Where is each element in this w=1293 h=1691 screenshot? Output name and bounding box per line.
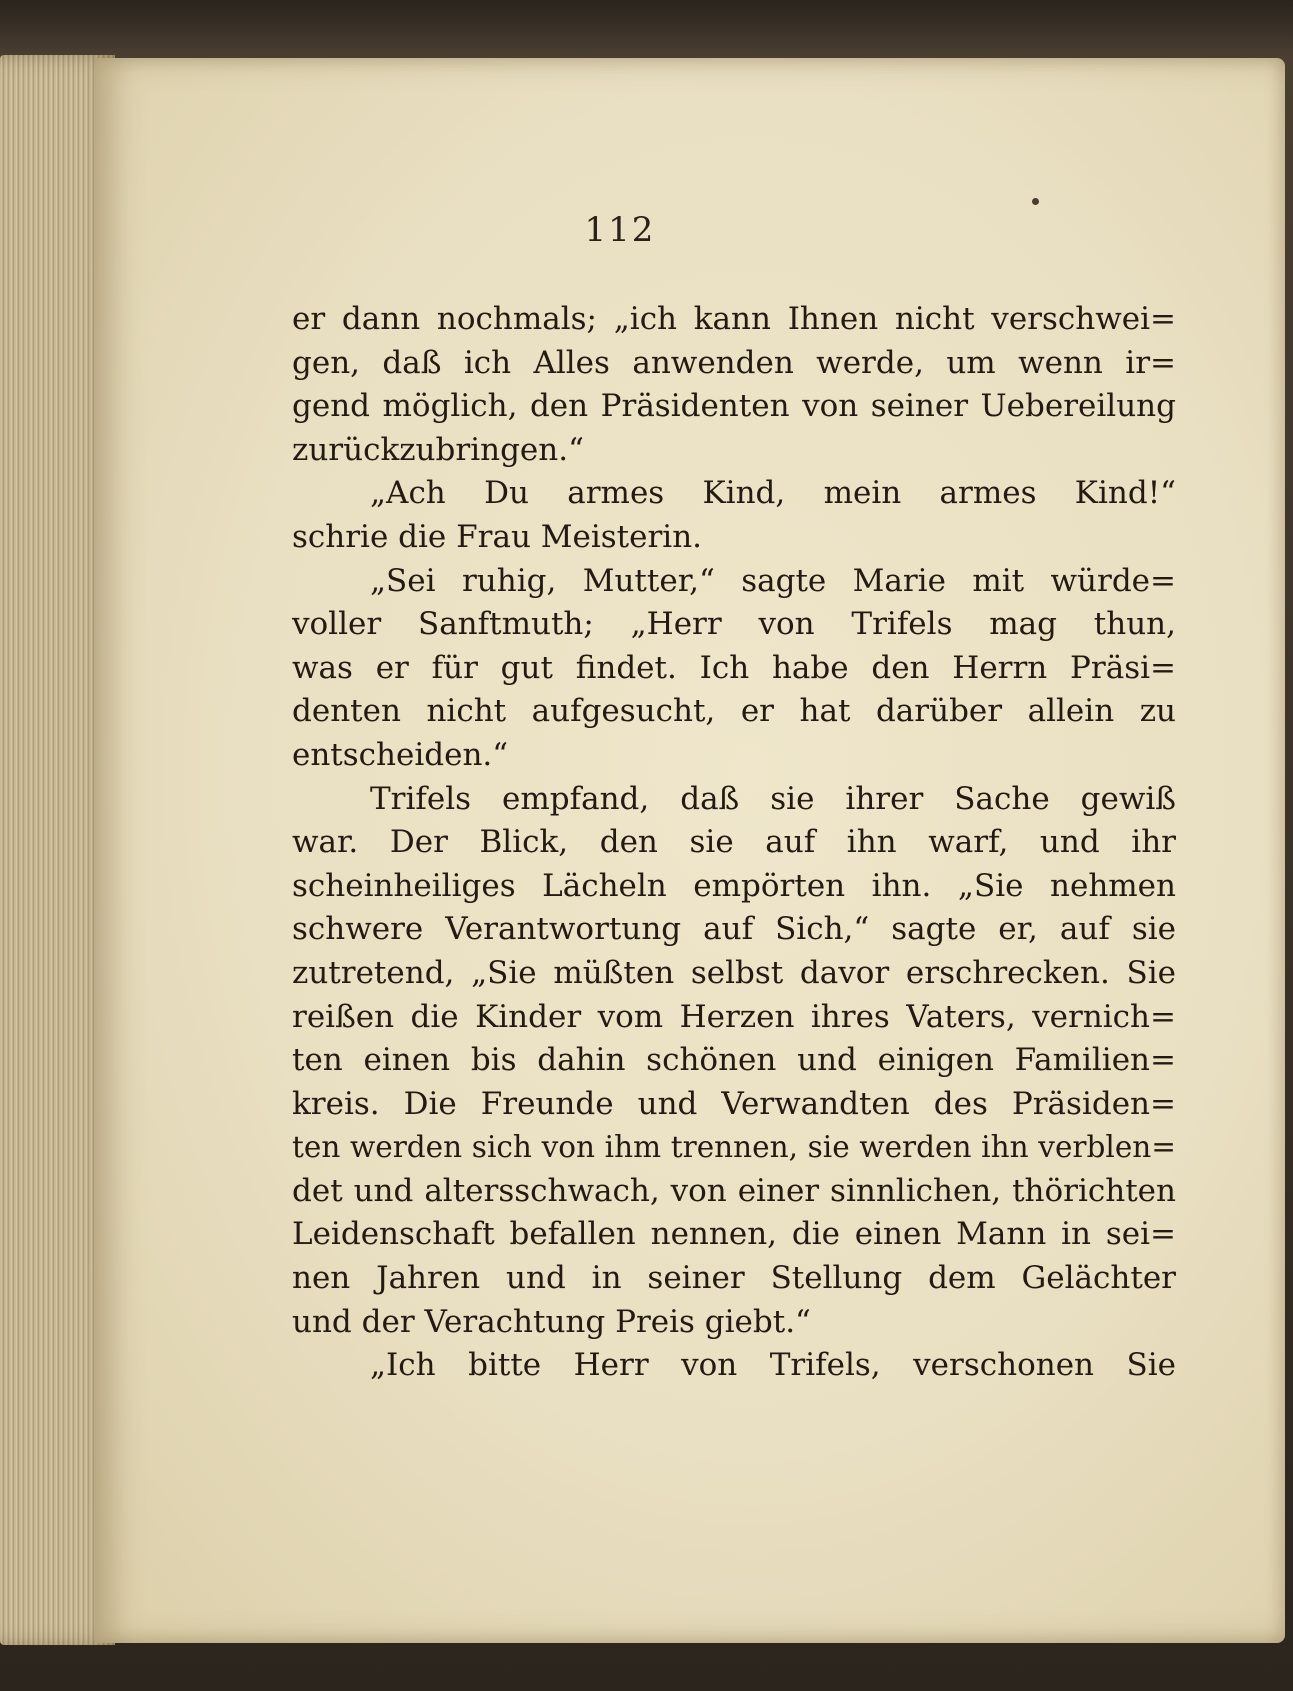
text-line: zurückzubringen.“ <box>292 431 584 468</box>
text-line: reißen die Kinder vom Herzen ihres Vaters, vernich= <box>292 998 1176 1035</box>
text-line: Trifels empfand, daß sie ihrer Sache gewiß <box>370 780 1176 817</box>
text-line: kreis. Die Freunde und Verwandten des Präsiden= <box>292 1085 1176 1122</box>
body-text <box>292 298 1176 1388</box>
text-line: ten werden sich von ihm trennen, sie werden ihn verblen= <box>292 1130 1176 1165</box>
text-line: scheinheiliges Lächeln empörten ihn. „Sie nehmen <box>292 867 1176 904</box>
text-line: „Sei ruhig, Mutter,“ sagte Marie mit würde= <box>370 562 1176 599</box>
text-line: nen Jahren und in seiner Stellung dem Gelächter <box>292 1260 1176 1297</box>
text-line: „Ach Du armes Kind, mein armes Kind!“ <box>370 475 1176 512</box>
text-line: schrie die Frau Meisterin. <box>292 518 703 555</box>
text-line: „Ich bitte Herr von Trifels, verschonen Sie <box>370 1347 1176 1384</box>
text-line: war. Der Blick, den sie auf ihn warf, und ihr <box>292 824 1176 861</box>
text-line: voller Sanftmuth; „Herr von Trifels mag thun, <box>292 606 1176 643</box>
text-line: und der Verachtung Preis giebt.“ <box>292 1303 811 1340</box>
text-line: denten nicht aufgesucht, er hat darüber allein zu <box>292 693 1176 730</box>
ink-speck <box>1032 198 1039 205</box>
page-number: 112 <box>584 210 656 250</box>
text-line: Leidenschaft befallen nennen, die einen Mann in sei= <box>292 1216 1176 1253</box>
text-line: ten einen bis dahin schönen und einigen Familien= <box>292 1042 1176 1079</box>
text-line: er dann nochmals; „ich kann Ihnen nicht verschwei= <box>292 301 1176 337</box>
text-line: schwere Verantwortung auf Sich,“ sagte er, auf sie <box>292 911 1176 948</box>
text-line: zutretend, „Sie müßten selbst davor erschrecken. Sie <box>292 954 1176 991</box>
text-line: was er für gut findet. Ich habe den Herrn Präsi= <box>292 649 1176 686</box>
text-line: det und altersschwach, von einer sinnlichen, thörichten <box>292 1172 1176 1209</box>
text-line: entscheiden.“ <box>292 736 509 773</box>
text-line: gen, daß ich Alles anwenden werde, um wenn ir= <box>292 344 1176 381</box>
text-line: gend möglich, den Präsidenten von seiner Uebereilung <box>292 388 1176 425</box>
